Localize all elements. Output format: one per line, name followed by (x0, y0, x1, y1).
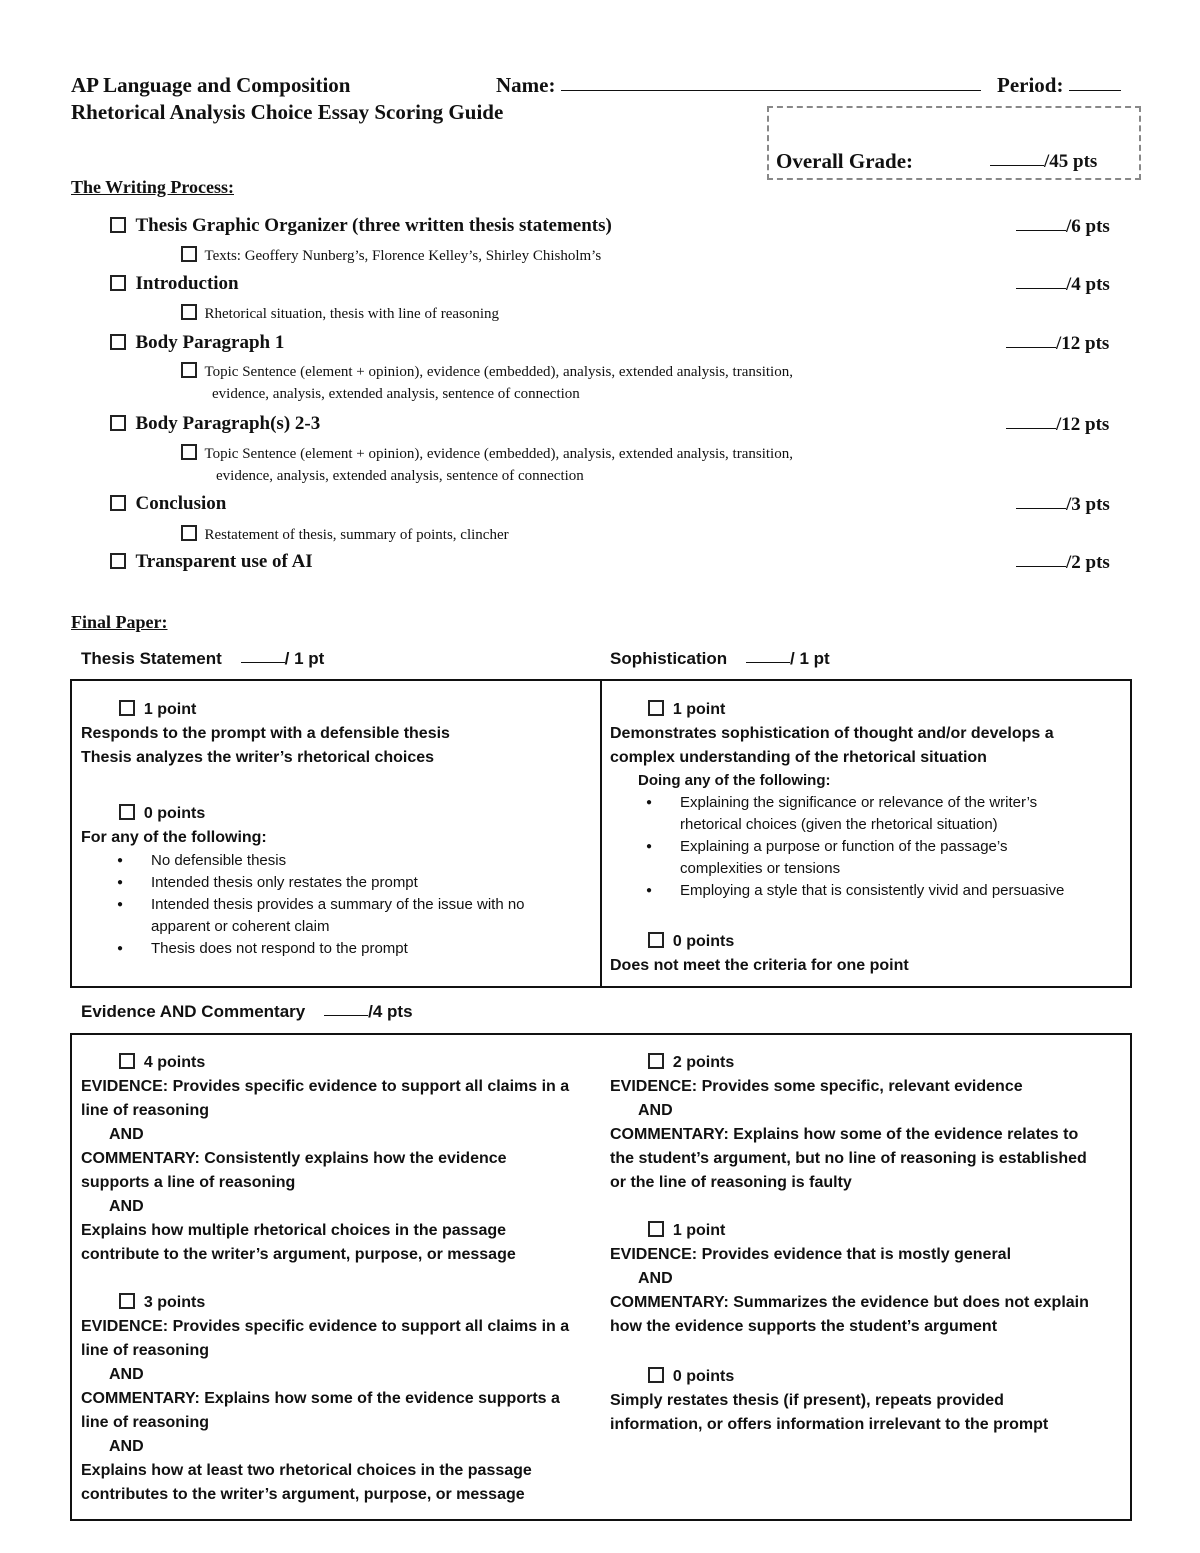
points-total: /4 pts (1066, 274, 1110, 295)
and-connector: AND (109, 1438, 144, 1455)
option-label: 3 points (143, 1294, 206, 1311)
thesis-title: Thesis Statement (81, 649, 222, 668)
checkbox[interactable] (110, 553, 126, 569)
option-label: 2 points (672, 1054, 735, 1071)
option-label: 1 point (143, 701, 197, 718)
sophistication-list (610, 880, 1064, 902)
wp-sub-label: Topic Sentence (element + opinion), evidence (embedded), analysis, extended analysis, transition, (204, 364, 793, 380)
criteria-line: line of reasoning (81, 1102, 210, 1119)
evidence-two-option (610, 1051, 1089, 1075)
thesis-header (81, 649, 324, 669)
checkbox[interactable] (119, 1293, 135, 1309)
criteria-line: EVIDENCE: Provides some specific, relevant evidence (610, 1078, 1023, 1095)
period-field[interactable] (997, 73, 1121, 98)
course-title: AP Language and Composition (71, 73, 351, 97)
and-connector: AND (109, 1126, 144, 1143)
evidence-four-option (81, 1051, 569, 1075)
criteria-line: COMMENTARY: Explains how some of the evidence relates to (610, 1126, 1079, 1143)
wp-points[interactable] (1016, 274, 1110, 296)
wp-sub-item (181, 304, 499, 323)
list-item: ● Explaining a purpose or function of the passage’s (610, 836, 1064, 858)
points-total: /3 pts (1066, 494, 1110, 515)
points-total: /2 pts (1066, 552, 1110, 573)
list-item: ● Intended thesis provides a summary of the issue with no (81, 894, 525, 916)
evidence-one-option (610, 1219, 1089, 1243)
checkbox[interactable] (648, 1221, 664, 1237)
list-item: ● Employing a style that is consistently vivid and persuasive (610, 880, 1064, 902)
evidence-right-column (610, 1051, 1089, 1437)
wp-sub-item (181, 362, 793, 381)
wp-item-conclusion (110, 493, 226, 515)
wp-item-label: Body Paragraph 1 (135, 332, 285, 353)
and-connector: AND (109, 1366, 144, 1383)
column-divider (600, 679, 602, 988)
checkbox[interactable] (181, 246, 197, 262)
final-paper-heading: Final Paper: (71, 612, 168, 632)
page-subtitle: Rhetorical Analysis Choice Essay Scoring Guide (71, 100, 504, 124)
wp-sub-label-cont: evidence, analysis, extended analysis, sentence of connection (212, 386, 580, 402)
period-blank[interactable] (1069, 90, 1121, 91)
checkbox[interactable] (119, 804, 135, 820)
checkbox[interactable] (181, 444, 197, 460)
name-blank[interactable] (561, 90, 981, 91)
evidence-points: /4 pts (368, 1002, 413, 1021)
list-item: ● Thesis does not respond to the prompt (81, 938, 525, 960)
and-connector: AND (109, 1198, 144, 1215)
checkbox[interactable] (648, 1053, 664, 1069)
checkbox[interactable] (119, 1053, 135, 1069)
overall-grade-blank[interactable] (990, 165, 1044, 166)
option-label: 1 point (672, 1222, 726, 1239)
criteria-line: the student’s argument, but no line of reasoning is established (610, 1150, 1087, 1167)
wp-item-label: Thesis Graphic Organizer (three written thesis statements) (135, 215, 612, 236)
period-label: Period: (997, 73, 1064, 97)
criteria-line: Explains how multiple rhetorical choices in the passage (81, 1222, 507, 1239)
wp-sub-label-cont: evidence, analysis, extended analysis, sentence of connection (216, 468, 584, 484)
evidence-header (81, 1002, 413, 1022)
wp-item-body-1 (110, 332, 284, 354)
name-field[interactable] (496, 73, 981, 98)
checkbox[interactable] (648, 1367, 664, 1383)
wp-item-label: Body Paragraph(s) 2-3 (135, 413, 321, 434)
wp-points[interactable] (1006, 333, 1109, 355)
checkbox[interactable] (181, 362, 197, 378)
wp-points[interactable] (1006, 414, 1109, 436)
list-item: ● No defensible thesis (81, 850, 525, 872)
wp-sub-label: Restatement of thesis, summary of points, clincher (204, 527, 509, 543)
criteria-line: contributes to the writer’s argument, purpose, or message (81, 1486, 525, 1503)
evidence-left-column (81, 1051, 569, 1507)
list-item-cont: apparent or coherent claim (151, 918, 330, 935)
criteria-line: Does not meet the criteria for one point (610, 957, 909, 974)
evidence-three-option (81, 1291, 569, 1315)
points-total: /12 pts (1056, 333, 1110, 354)
criteria-intro: Doing any of the following: (638, 772, 831, 789)
sophistication-rubric (610, 698, 1064, 978)
wp-item-introduction (110, 273, 239, 295)
criteria-line: EVIDENCE: Provides specific evidence to support all claims in a (81, 1318, 570, 1335)
list-item: ● Explaining the significance or relevance of the writer’s (610, 792, 1064, 814)
criteria-line: complex understanding of the rhetorical situation (610, 749, 987, 766)
list-item: ● Intended thesis only restates the prompt (81, 872, 525, 894)
criteria-line: or the line of reasoning is faulty (610, 1174, 852, 1191)
checkbox[interactable] (110, 415, 126, 431)
sophistication-list (610, 792, 1064, 814)
thesis-points-blank[interactable] (241, 662, 285, 663)
sophistication-header (610, 649, 830, 669)
checkbox[interactable] (110, 275, 126, 291)
points-blank[interactable] (1006, 428, 1056, 429)
thesis-zero-list (81, 850, 525, 916)
criteria-line: EVIDENCE: Provides evidence that is mostly general (610, 1246, 1012, 1263)
wp-sub-label: Rhetorical situation, thesis with line of reasoning (204, 306, 500, 322)
points-total: /6 pts (1066, 216, 1110, 237)
list-item-cont: rhetorical choices (given the rhetorical situation) (680, 816, 998, 833)
checkbox[interactable] (181, 304, 197, 320)
criteria-line: Thesis analyzes the writer’s rhetorical choices (81, 749, 435, 766)
overall-grade-label: Overall Grade: (776, 149, 914, 173)
wp-points[interactable] (1016, 494, 1110, 516)
sophistication-one-option (610, 698, 1064, 722)
sophistication-zero-option (610, 930, 1064, 954)
checkbox[interactable] (119, 700, 135, 716)
name-label: Name: (496, 73, 556, 97)
thesis-one-option (81, 698, 525, 722)
wp-sub-label: Topic Sentence (element + opinion), evidence (embedded), analysis, extended analysis, transition, (204, 446, 793, 462)
criteria-line: contribute to the writer’s argument, purpose, or message (81, 1246, 516, 1263)
criteria-line: COMMENTARY: Consistently explains how the evidence (81, 1150, 507, 1167)
wp-points[interactable] (1016, 552, 1110, 574)
option-label: 0 points (672, 1368, 735, 1385)
checkbox[interactable] (181, 525, 197, 541)
points-blank[interactable] (1016, 230, 1066, 231)
option-label: 0 points (143, 805, 206, 822)
criteria-line: Responds to the prompt with a defensible thesis (81, 725, 450, 742)
wp-item-label: Transparent use of AI (135, 551, 313, 572)
criteria-line: Simply restates thesis (if present), repeats provided (610, 1392, 1004, 1409)
criteria-line: information, or offers information irrelevant to the prompt (610, 1416, 1049, 1433)
wp-item-thesis-organizer (110, 215, 612, 237)
evidence-points-blank[interactable] (324, 1015, 368, 1016)
thesis-rubric (81, 698, 525, 960)
overall-grade-field[interactable] (990, 151, 1097, 173)
option-label: 4 points (143, 1054, 206, 1071)
criteria-line: Explains how at least two rhetorical choices in the passage (81, 1462, 532, 1479)
criteria-line: COMMENTARY: Summarizes the evidence but does not explain (610, 1294, 1089, 1311)
wp-item-body-2-3 (110, 413, 320, 435)
writing-process-heading: The Writing Process: (71, 177, 234, 197)
wp-item-label: Introduction (135, 273, 239, 294)
wp-points[interactable] (1016, 216, 1110, 238)
wp-sub-item (181, 444, 793, 463)
criteria-line: how the evidence supports the student’s argument (610, 1318, 998, 1335)
thesis-zero-option (81, 802, 525, 826)
evidence-title: Evidence AND Commentary (81, 1002, 306, 1021)
criteria-line: line of reasoning (81, 1414, 210, 1431)
criteria-line: Demonstrates sophistication of thought and/or develops a (610, 725, 1054, 742)
points-total: /12 pts (1056, 414, 1110, 435)
points-blank[interactable] (1016, 288, 1066, 289)
and-connector: AND (638, 1102, 673, 1119)
checkbox[interactable] (110, 217, 126, 233)
wp-item-label: Conclusion (135, 493, 227, 514)
checkbox[interactable] (648, 700, 664, 716)
checkbox[interactable] (110, 495, 126, 511)
checkbox[interactable] (648, 932, 664, 948)
list-item-cont: complexities or tensions (680, 860, 841, 877)
option-label: 0 points (672, 933, 735, 950)
criteria-line: COMMENTARY: Explains how some of the evidence supports a (81, 1390, 560, 1407)
criteria-line: supports a line of reasoning (81, 1174, 296, 1191)
sophistication-title: Sophistication (610, 649, 728, 668)
evidence-zero-option (610, 1365, 1089, 1389)
sophistication-points: / 1 pt (790, 649, 830, 668)
wp-sub-label: Texts: Geoffery Nunberg’s, Florence Kelley’s, Shirley Chisholm’s (204, 248, 602, 264)
sophistication-list (610, 836, 1064, 858)
checkbox[interactable] (110, 334, 126, 350)
thesis-zero-list-end (81, 938, 525, 960)
wp-item-ai-use (110, 551, 313, 573)
points-blank[interactable] (1016, 508, 1066, 509)
thesis-points: / 1 pt (284, 649, 325, 668)
criteria-intro: For any of the following: (81, 829, 267, 846)
sophistication-points-blank[interactable] (746, 662, 790, 663)
wp-sub-item (181, 525, 509, 544)
overall-grade-total: /45 pts (1044, 151, 1098, 172)
criteria-line: EVIDENCE: Provides specific evidence to support all claims in a (81, 1078, 570, 1095)
points-blank[interactable] (1016, 566, 1066, 567)
option-label: 1 point (672, 701, 726, 718)
points-blank[interactable] (1006, 347, 1056, 348)
wp-sub-item (181, 246, 601, 265)
criteria-line: line of reasoning (81, 1342, 210, 1359)
and-connector: AND (638, 1270, 673, 1287)
